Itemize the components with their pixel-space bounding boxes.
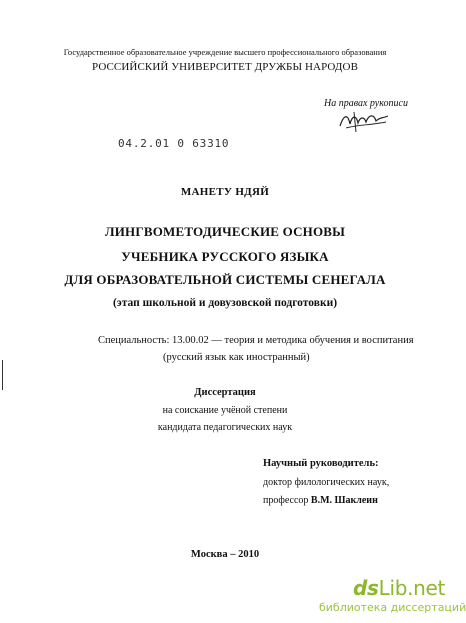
watermark-tagline: библиотека диссертаций [319, 601, 466, 614]
supervisor-name: В.М. Шаклеин [310, 495, 378, 506]
title-line-2: УЧЕБНИКА РУССКОГО ЯЗЫКА [121, 249, 329, 264]
dissertation-field-line: кандидата педагогических наук [157, 422, 293, 433]
supervisor-degree: доктор филологических наук, [263, 477, 390, 488]
supervisor-title: профессор [263, 495, 309, 506]
university-name: РОССИЙСКИЙ УНИВЕРСИТЕТ ДРУЖБЫ НАРОДОВ [91, 61, 359, 73]
specialty-line: Специальность: 13.00.02 — теория и методика обучения и воспитания [98, 335, 414, 346]
institution-line: Государственное образовательное учреждение высшего профессионального образования [63, 47, 387, 57]
supervisor-heading: Научный руководитель: [263, 458, 379, 469]
registration-stamp-number: 04.2.01 0 63310 [118, 137, 230, 150]
city-year: Москва – 2010 [190, 549, 260, 560]
title-line-1: ЛИНГВОМЕТОДИЧЕСКИЕ ОСНОВЫ [104, 224, 346, 239]
watermark-logo-rest: Lib.net [378, 576, 446, 600]
scan-edge-mark [2, 360, 3, 390]
title-line-3: ДЛЯ ОБРАЗОВАТЕЛЬНОЙ СИСТЕМЫ СЕНЕГАЛА [64, 272, 386, 287]
author-name: МАНЕТУ НДЯЙ [180, 186, 270, 198]
rights-note: На правах рукописи [324, 98, 408, 109]
specialty-note: (русский язык как иностранный) [163, 352, 310, 363]
handwritten-signature [336, 108, 392, 134]
watermark-logo-ds: ds [353, 576, 379, 600]
watermark-logo [353, 576, 445, 600]
dissertation-degree-line: на соискание учёной степени [162, 405, 288, 416]
supervisor-name-line [263, 495, 378, 506]
dissertation-heading: Диссертация [194, 387, 256, 398]
title-subtitle: (этап школьной и довузовской подготовки) [112, 297, 338, 309]
